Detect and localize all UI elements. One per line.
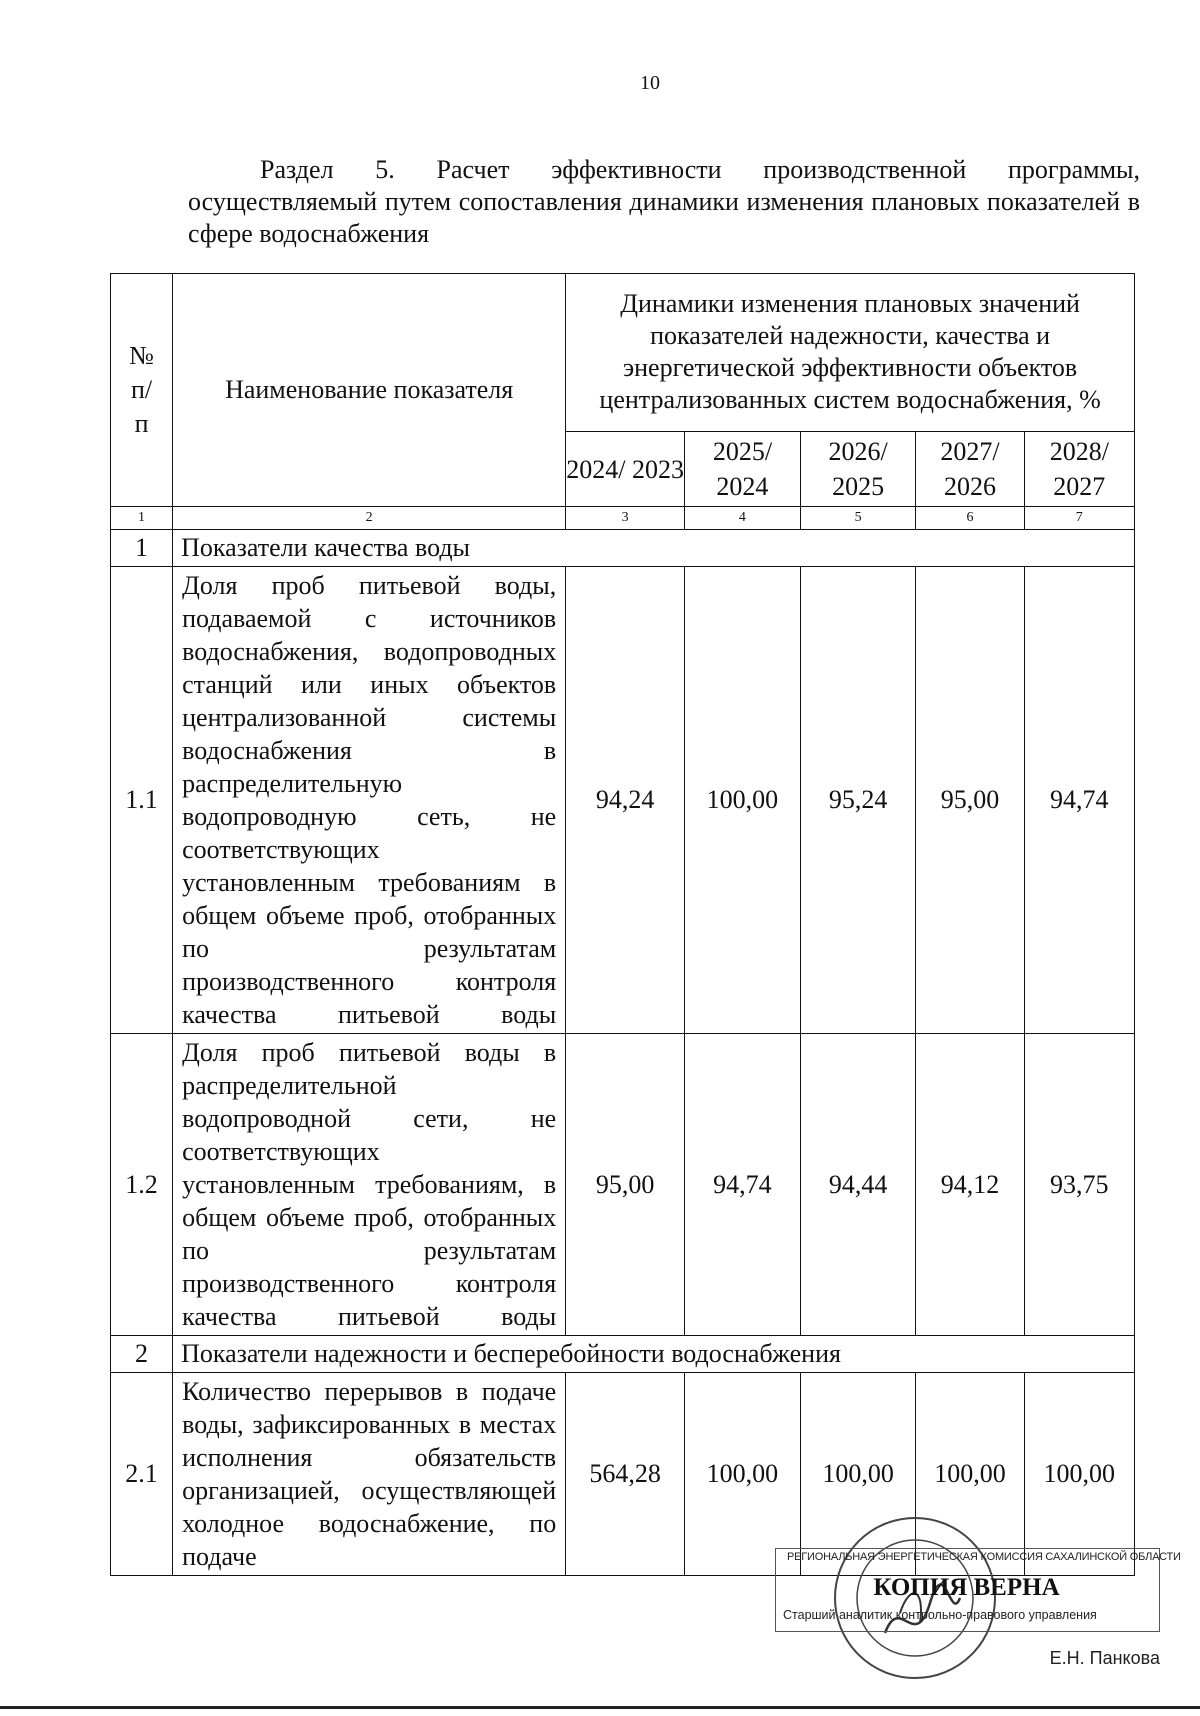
header-year: 2024/ 2023 — [566, 432, 685, 507]
stamp-organization: РЕГИОНАЛЬНАЯ ЭНЕРГЕТИЧЕСКАЯ КОМИССИЯ САХАЛИНСКОЙ ОБЛАСТИ — [787, 1551, 1181, 1563]
value-cell: 94,24 — [566, 567, 685, 1034]
value-cell: 94,44 — [800, 1034, 916, 1336]
header-dynamics-group: Динамики изменения плановых значений показателей надежности, качества и энергетической эффективности объектов централизованных систем водоснабжения, % — [566, 274, 1135, 432]
row-number: 2.1 — [111, 1373, 173, 1576]
column-number: 1 — [111, 507, 173, 530]
row-number: 1.2 — [111, 1034, 173, 1336]
column-number: 3 — [566, 507, 685, 530]
value-cell: 100,00 — [685, 567, 801, 1034]
indicator-name: Доля проб питьевой воды, подаваемой с источников водоснабжения, водопроводных станций или иных объектов централизованной системы водоснабжения в распределительную водопроводную сеть, не соответствующих установленным требованиям в общем объеме проб, отобранных по результатам производственного контроля качества питьевой воды — [173, 567, 566, 1034]
section-number: 2 — [111, 1336, 173, 1373]
column-number: 4 — [685, 507, 801, 530]
value-cell: 100,00 — [1024, 1373, 1134, 1576]
section-heading: Раздел 5. Расчет эффективности производственной программы, осуществляемый путем сопоставления динамики изменения плановых показателей в сфере водоснабжения — [188, 155, 1140, 248]
stamp-signatory: Е.Н. Панкова — [1049, 1648, 1160, 1668]
value-cell: 95,00 — [566, 1034, 685, 1336]
value-cell: 100,00 — [916, 1373, 1024, 1576]
value-cell: 95,24 — [800, 567, 916, 1034]
value-cell: 94,12 — [916, 1034, 1024, 1336]
header-row-number: № п/п — [111, 274, 173, 507]
section-title: Показатели качества воды — [173, 530, 1135, 567]
column-number-row — [111, 507, 1135, 530]
section-number: 1 — [111, 530, 173, 567]
section-row — [111, 1336, 1135, 1373]
certification-stamp — [775, 1548, 1181, 1698]
header-year: 2027/ 2026 — [916, 432, 1024, 507]
section-row — [111, 530, 1135, 567]
value-cell: 94,74 — [685, 1034, 801, 1336]
table-row — [111, 1034, 1135, 1336]
header-year: 2028/ 2027 — [1024, 432, 1134, 507]
section-title: Показатели надежности и бесперебойности водоснабжения — [173, 1336, 1135, 1373]
column-number: 5 — [800, 507, 916, 530]
page-number: 10 — [640, 72, 660, 94]
row-number: 1.1 — [111, 567, 173, 1034]
value-cell: 564,28 — [566, 1373, 685, 1576]
header-year: 2025/ 2024 — [685, 432, 801, 507]
indicator-name: Количество перерывов в подаче воды, зафиксированных в местах исполнения обязательств организацией, осуществляющей холодное водоснабжение, по подаче — [173, 1373, 566, 1576]
value-cell: 93,75 — [1024, 1034, 1134, 1336]
value-cell: 94,74 — [1024, 567, 1134, 1034]
value-cell: 100,00 — [800, 1373, 916, 1576]
column-number: 2 — [173, 507, 566, 530]
indicator-name: Доля проб питьевой воды в распределительной водопроводной сети, не соответствующих установленным требованиям, в общем объеме проб, отобранных по результатам производственного контроля качества питьевой воды — [173, 1034, 566, 1336]
column-number: 7 — [1024, 507, 1134, 530]
page-bottom-rule — [0, 1706, 1200, 1709]
header-year: 2026/ 2025 — [800, 432, 916, 507]
indicators-table — [110, 273, 1135, 1576]
table-row — [111, 567, 1135, 1034]
stamp-title: КОПИЯ ВЕРНА — [873, 1574, 1060, 1601]
value-cell: 100,00 — [685, 1373, 801, 1576]
value-cell: 95,00 — [916, 567, 1024, 1034]
stamp-position: Старший аналитик контрольно-правового управления — [783, 1608, 1097, 1622]
header-indicator-name: Наименование показателя — [173, 274, 566, 507]
column-number: 6 — [916, 507, 1024, 530]
